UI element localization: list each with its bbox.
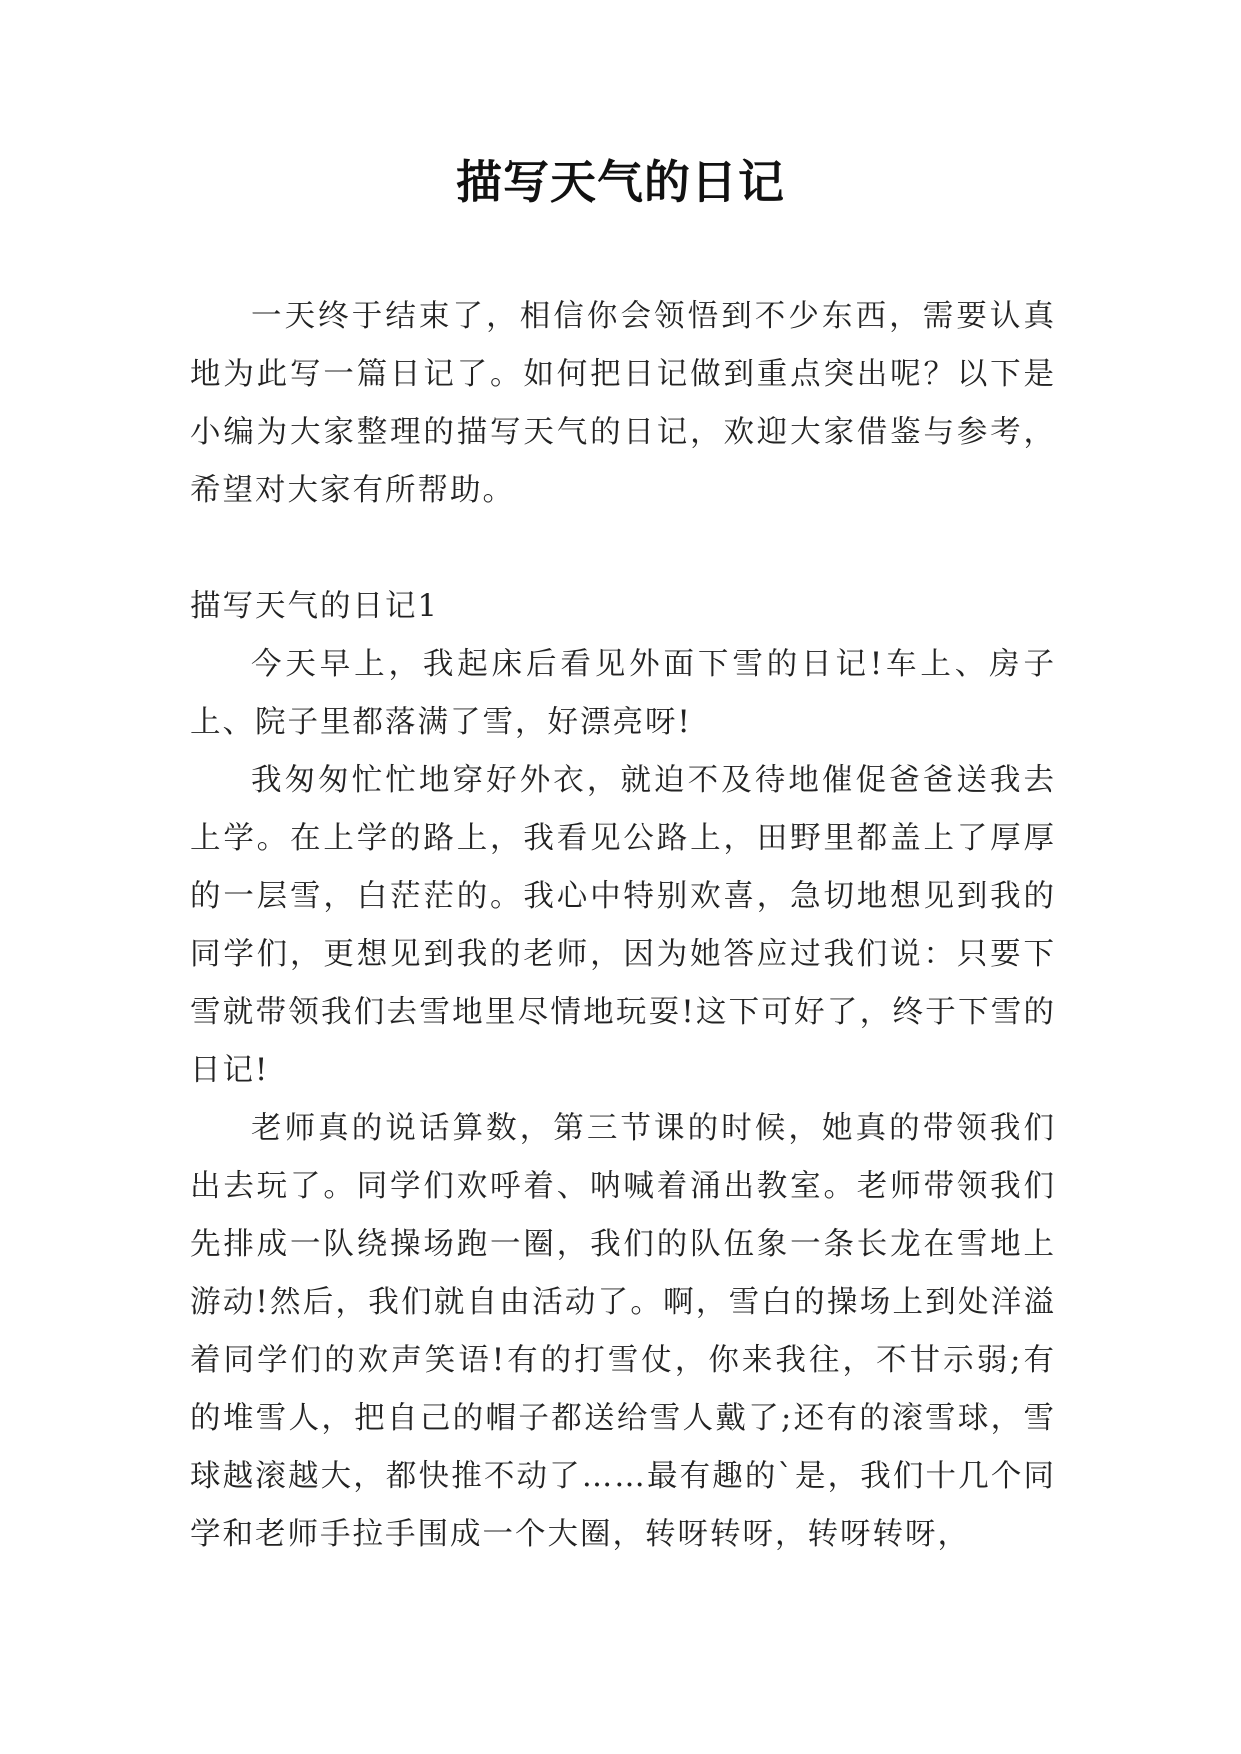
document-title: 描写天气的日记 xyxy=(456,155,785,209)
body-paragraph-3: 老师真的说话算数，第三节课的时候，她真的带领我们出去玩了。同学们欢呼着、呐喊着涌出教室。老师带领我们先排成一队绕操场跑一圈，我们的队伍象一条长龙在雪地上游动!然后，我们就自由活动了。啊，雪白的操场上到处洋溢着同学们的欢声笑语!有的打雪仗，你来我往，不甘示弱;有的堆雪人，把自己的帽子都送给雪人戴了;还有的滚雪球，雪球越滚越大，都快推不动了……最有趣的`是，我们十几个同学和老师手拉手围成一个大圈，转呀转呀，转呀转呀， xyxy=(190,1111,1056,1552)
section-heading: 描写天气的日记1 xyxy=(190,589,439,624)
document-body xyxy=(190,288,1056,1564)
intro-paragraph: 一天终于结束了，相信你会领悟到不少东西，需要认真地为此写一篇日记了。如何把日记做到重点突出呢？以下是小编为大家整理的描写天气的日记，欢迎大家借鉴与参考，希望对大家有所帮助。 xyxy=(190,299,1056,508)
body-paragraph-1: 今天早上，我起床后看见外面下雪的日记!车上、房子上、院子里都落满了雪，好漂亮呀! xyxy=(190,647,1056,740)
body-paragraph-2: 我匆匆忙忙地穿好外衣，就迫不及待地催促爸爸送我去上学。在上学的路上，我看见公路上，田野里都盖上了厚厚的一层雪，白茫茫的。我心中特别欢喜，急切地想见到我的同学们，更想见到我的老师，因为她答应过我们说：只要下雪就带领我们去雪地里尽情地玩耍!这下可好了，终于下雪的日记! xyxy=(190,763,1056,1088)
